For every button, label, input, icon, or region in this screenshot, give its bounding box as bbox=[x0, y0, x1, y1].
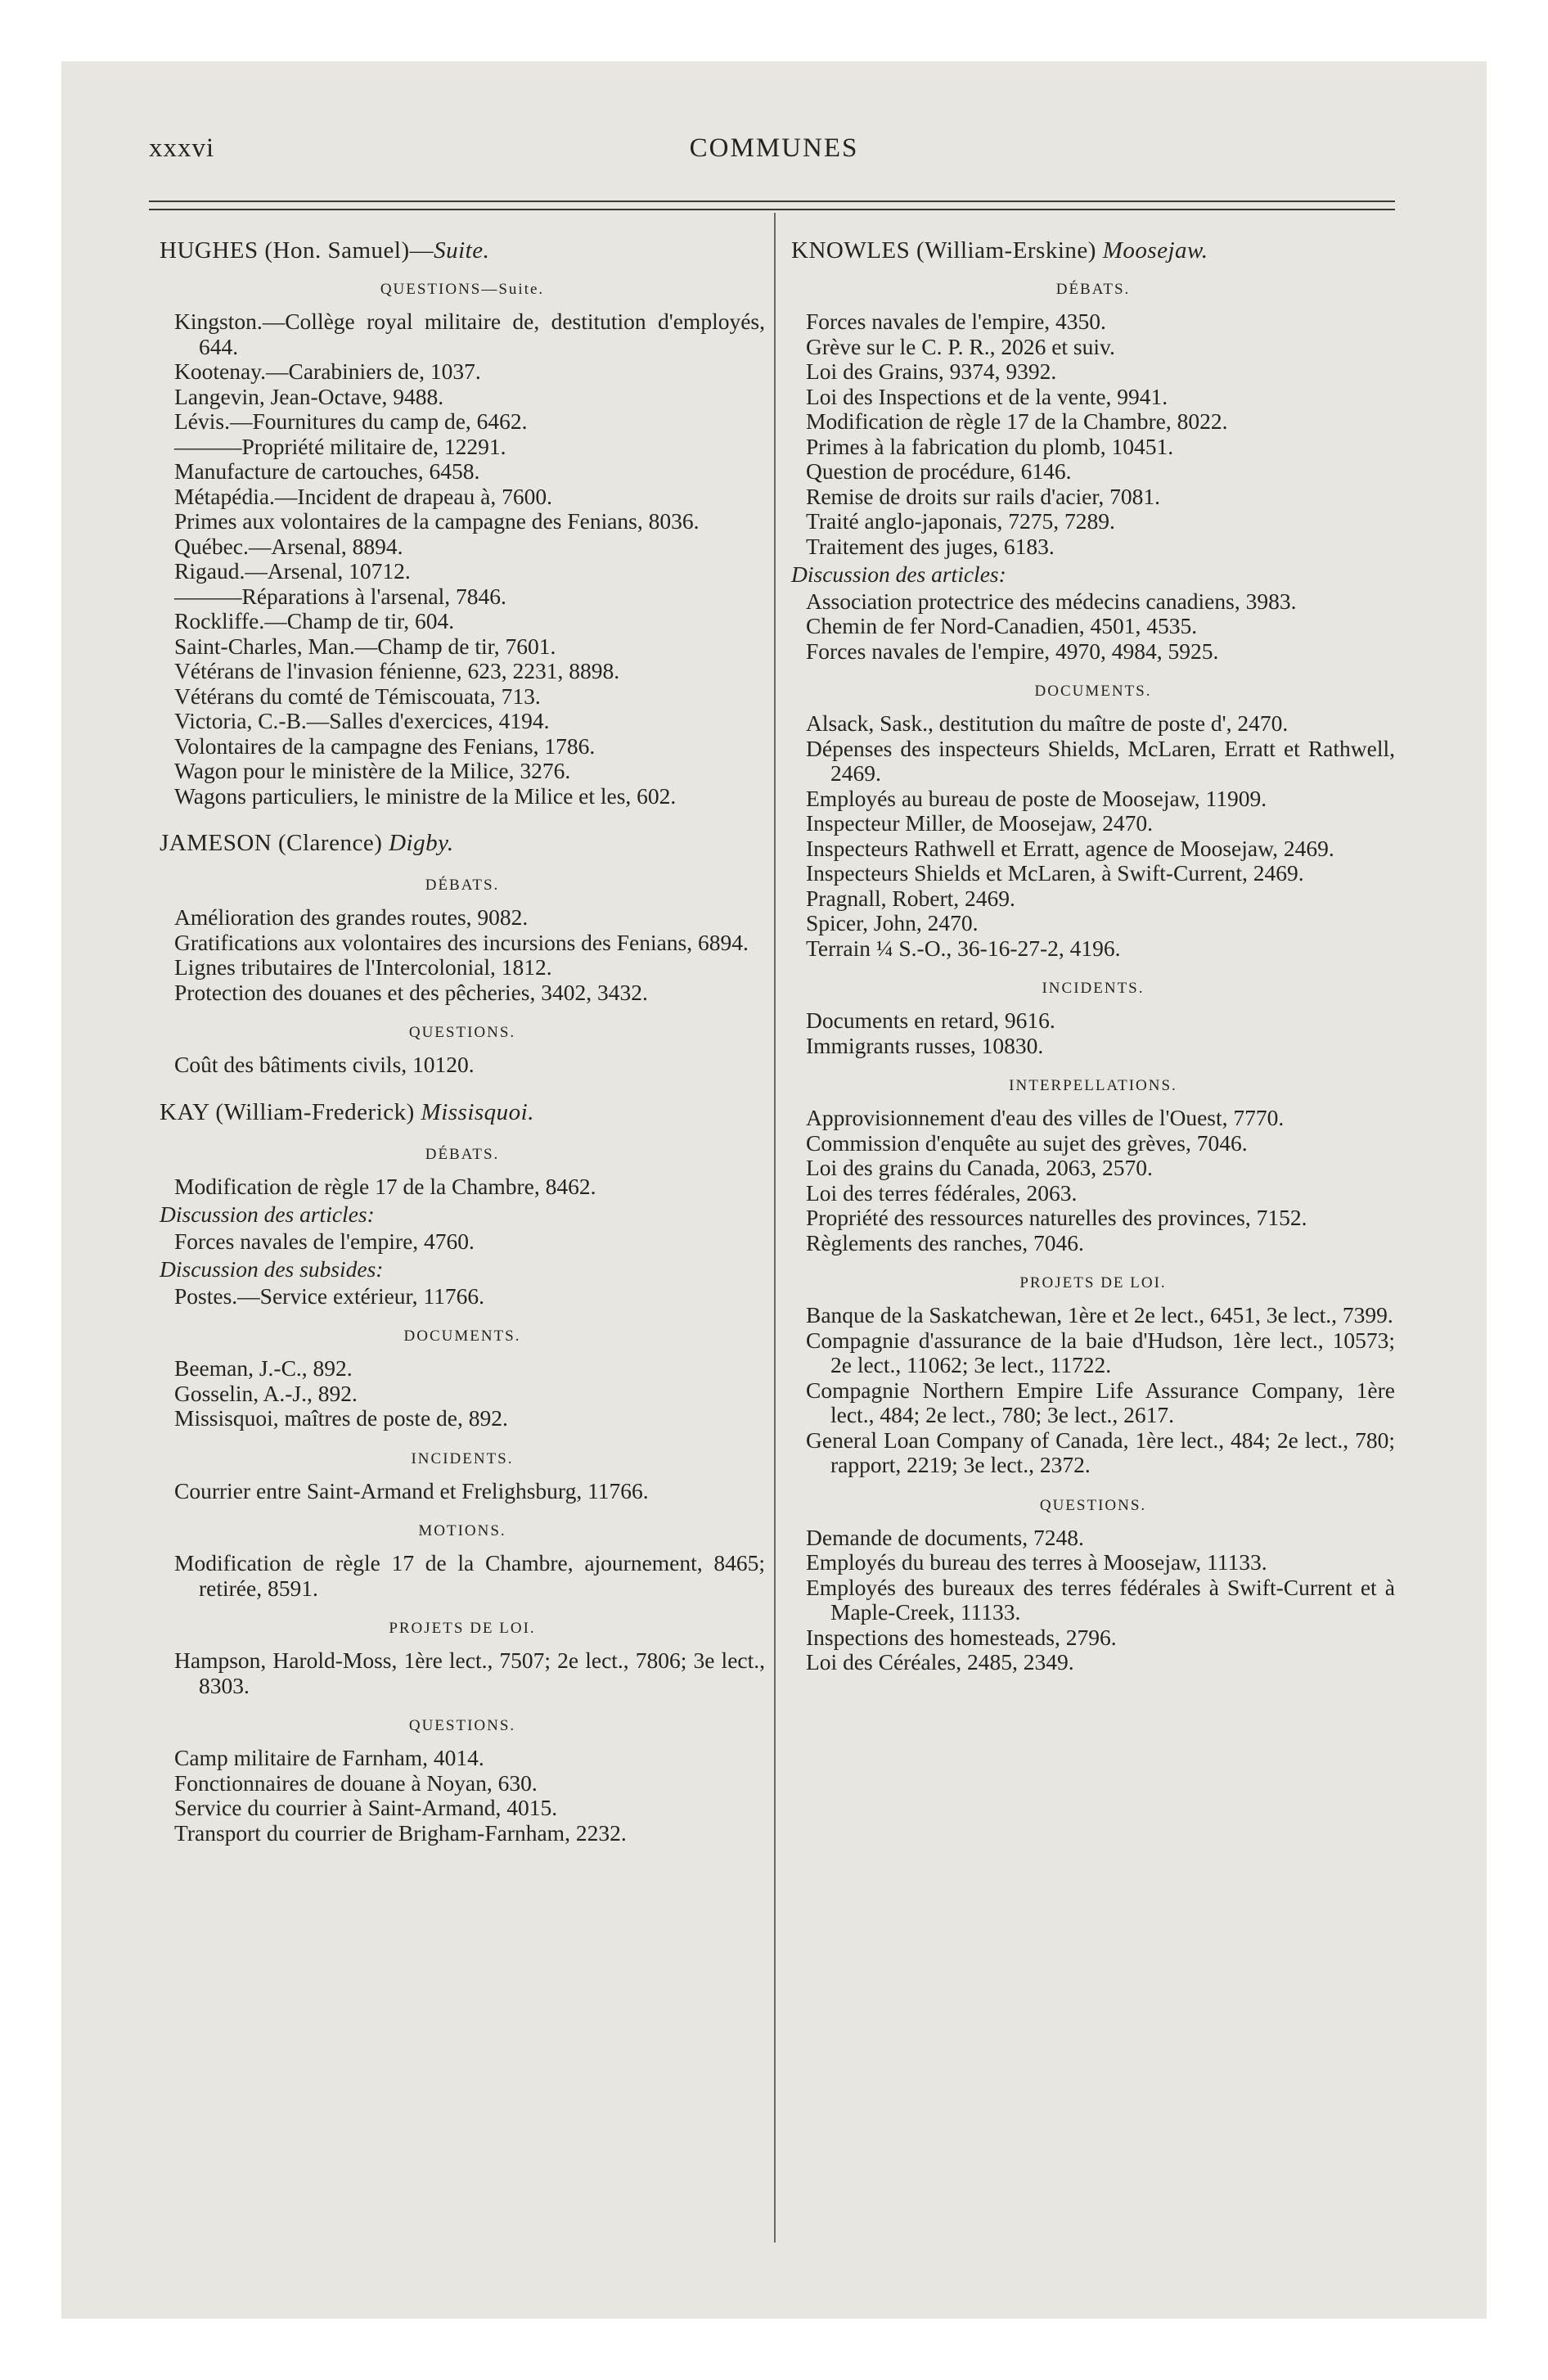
index-entry: Wagon pour le ministère de la Milice, 3276. bbox=[174, 758, 571, 783]
index-entry: Beeman, J.-C., 892. bbox=[174, 1355, 353, 1381]
section-label-questions: QUESTIONS. bbox=[1039, 1496, 1147, 1514]
index-entry: Service du courrier à Saint-Armand, 4015. bbox=[174, 1795, 558, 1820]
index-entry: Québec.—Arsenal, 8894. bbox=[174, 533, 403, 559]
entry-list bbox=[160, 1551, 765, 1601]
page-number: xxxvi bbox=[149, 133, 215, 163]
index-entry: Loi des Céréales, 2485, 2349. bbox=[806, 1649, 1074, 1675]
entry-list bbox=[160, 1174, 765, 1200]
index-entry: Langevin, Jean-Octave, 9488. bbox=[174, 383, 444, 409]
index-entry: Spicer, John, 2470. bbox=[806, 910, 979, 935]
index-entry: Pragnall, Robert, 2469. bbox=[806, 885, 1015, 911]
index-entry: Règlements des ranches, 7046. bbox=[806, 1229, 1084, 1255]
section-label-projets-de-loi: PROJETS DE LOI. bbox=[1019, 1274, 1167, 1291]
entry-list bbox=[791, 1106, 1395, 1255]
section-label-incidents: INCIDENTS. bbox=[1042, 980, 1145, 997]
entry-list bbox=[791, 711, 1395, 961]
index-entry: Loi des Grains, 9374, 9392. bbox=[806, 358, 1057, 384]
index-entry: Chemin de fer Nord-Canadien, 4501, 4535. bbox=[806, 613, 1198, 638]
member-riding: Moosejaw. bbox=[1102, 237, 1208, 264]
index-entry: Postes.—Service extérieur, 11766. bbox=[174, 1282, 484, 1309]
entry-list bbox=[160, 1229, 765, 1255]
section-label-interpellations: INTERPELLATIONS. bbox=[1009, 1077, 1177, 1094]
index-entry: Remise de droits sur rails d'acier, 7081. bbox=[806, 483, 1161, 509]
index-entry: Alsack, Sask., destitution du maître de poste d', 2470. bbox=[806, 710, 1289, 736]
index-entry: Inspecteurs Shields et McLaren, à Swift-Current, 2469. bbox=[806, 860, 1304, 886]
index-entry: Compagnie d'assurance de la baie d'Hudson, 1ère lect., 10573; 2e lect., 11062; 3e lect., 11722. bbox=[806, 1327, 1395, 1377]
header-rule-top bbox=[149, 201, 1395, 202]
index-entry: Banque de la Saskatchewan, 1ère et 2e lect., 6451, 3e lect., 7399. bbox=[806, 1302, 1393, 1327]
header-rule-bottom bbox=[149, 209, 1395, 210]
index-entry: Kootenay.—Carabiniers de, 1037. bbox=[174, 358, 481, 384]
page-header bbox=[61, 61, 1487, 209]
index-entry: Grève sur le C. P. R., 2026 et suiv. bbox=[806, 333, 1115, 359]
index-entry: Vétérans du comté de Témiscouata, 713. bbox=[174, 683, 541, 709]
member-name: HUGHES (Hon. Samuel)— bbox=[160, 237, 434, 264]
index-entry: Loi des terres fédérales, 2063. bbox=[806, 1179, 1078, 1206]
index-entry: Missisquoi, maîtres de poste de, 892. bbox=[174, 1405, 508, 1431]
entry-list bbox=[791, 589, 1395, 665]
subsection-label-discussion-subsides: Discussion des subsides: bbox=[160, 1256, 384, 1282]
index-entry: Dépenses des inspecteurs Shields, McLaren, Erratt et Rathwell, 2469. bbox=[806, 735, 1395, 786]
index-entry: General Loan Company of Canada, 1ère lect., 484; 2e lect., 780; rapport, 2219; 3e lect., 2372. bbox=[806, 1427, 1395, 1477]
section-label-debats: DÉBATS. bbox=[1055, 281, 1131, 298]
index-entry: Transport du courrier de Brigham-Farnham, 2232. bbox=[174, 1819, 627, 1846]
entry-list bbox=[160, 1479, 765, 1504]
section-label-questions: QUESTIONS. bbox=[408, 1717, 516, 1734]
index-entry: Forces navales de l'empire, 4970, 4984, 5925. bbox=[806, 638, 1219, 664]
subsection-label-discussion-articles: Discussion des articles: bbox=[160, 1201, 375, 1227]
index-entry: Inspecteur Miller, de Moosejaw, 2470. bbox=[806, 810, 1154, 836]
index-entry: Commission d'enquête au sujet des grèves, 7046. bbox=[806, 1129, 1248, 1156]
index-entry: Immigrants russes, 10830. bbox=[806, 1032, 1044, 1058]
left-column bbox=[160, 236, 765, 1846]
right-column bbox=[791, 236, 1395, 1675]
index-entry: Traitement des juges, 6183. bbox=[806, 533, 1055, 559]
entry-list bbox=[160, 1648, 765, 1698]
index-entry: Rigaud.—Arsenal, 10712. bbox=[174, 558, 411, 584]
member-riding: Digby. bbox=[389, 830, 454, 856]
index-entry: Association protectrice des médecins canadiens, 3983. bbox=[806, 588, 1297, 614]
index-entry: Modification de règle 17 de la Chambre, 8022. bbox=[806, 408, 1228, 434]
member-name: JAMESON (Clarence) bbox=[160, 830, 389, 856]
page-title: COMMUNES bbox=[689, 133, 859, 163]
member-heading-jameson bbox=[160, 828, 765, 858]
index-entry: Employés au bureau de poste de Moosejaw, 11909. bbox=[806, 785, 1267, 811]
entry-list bbox=[160, 1053, 765, 1078]
index-entry: Camp militaire de Farnham, 4014. bbox=[174, 1745, 484, 1770]
entry-list bbox=[160, 1356, 765, 1431]
index-entry: Gratifications aux volontaires des incursions des Fenians, 6894. bbox=[174, 929, 749, 955]
index-entry: Approvisionnement d'eau des villes de l'Ouest, 7770. bbox=[806, 1105, 1285, 1130]
index-entry: Saint-Charles, Man.—Champ de tir, 7601. bbox=[174, 633, 556, 659]
entry-list bbox=[160, 1746, 765, 1846]
index-entry: Forces navales de l'empire, 4760. bbox=[174, 1228, 475, 1254]
entry-list bbox=[791, 309, 1395, 559]
entry-list bbox=[791, 1008, 1395, 1058]
index-entry: Lévis.—Fournitures du camp de, 6462. bbox=[174, 408, 528, 434]
index-entry: ———Réparations à l'arsenal, 7846. bbox=[174, 583, 506, 609]
member-suffix: Suite. bbox=[434, 237, 490, 264]
index-entry: Employés des bureaux des terres fédérales à Swift-Current et à Maple-Creek, 11133. bbox=[806, 1574, 1395, 1625]
index-page bbox=[61, 61, 1487, 2319]
index-entry: Rockliffe.—Champ de tir, 604. bbox=[174, 608, 455, 633]
index-entry: Loi des grains du Canada, 2063, 2570. bbox=[806, 1155, 1153, 1180]
index-entry: Courrier entre Saint-Armand et Frelighsburg, 11766. bbox=[174, 1477, 649, 1503]
section-label-questions: QUESTIONS—Suite. bbox=[380, 281, 545, 298]
index-entry: Wagons particuliers, le ministre de la Milice et les, 602. bbox=[174, 782, 677, 809]
section-label-incidents: INCIDENTS. bbox=[411, 1449, 514, 1467]
member-heading-kay bbox=[160, 1098, 765, 1127]
section-label-projets-de-loi: PROJETS DE LOI. bbox=[389, 1620, 536, 1637]
entry-list bbox=[791, 1303, 1395, 1478]
index-entry: Kingston.—Collège royal militaire de, destitution d'employés, 644. bbox=[174, 309, 765, 359]
entry-list bbox=[160, 309, 765, 809]
index-entry: Forces navales de l'empire, 4350. bbox=[806, 309, 1106, 334]
index-entry: Traité anglo-japonais, 7275, 7289. bbox=[806, 508, 1115, 534]
section-label-motions: MOTIONS. bbox=[418, 1522, 506, 1539]
index-entry: Primes à la fabrication du plomb, 10451. bbox=[806, 433, 1174, 459]
index-entry: ———Propriété militaire de, 12291. bbox=[174, 433, 506, 459]
index-entry: Question de procédure, 6146. bbox=[806, 458, 1072, 484]
index-entry: Employés du bureau des terres à Moosejaw, 11133. bbox=[806, 1549, 1267, 1575]
index-entry: Inspecteurs Rathwell et Erratt, agence de Moosejaw, 2469. bbox=[806, 835, 1334, 861]
index-entry: Victoria, C.-B.—Salles d'exercices, 4194. bbox=[174, 708, 550, 733]
entry-list bbox=[791, 1526, 1395, 1675]
index-entry: Demande de documents, 7248. bbox=[806, 1524, 1084, 1550]
index-entry: Modification de règle 17 de la Chambre, 8462. bbox=[174, 1173, 596, 1199]
entry-list bbox=[160, 1284, 765, 1309]
index-entry: Gosselin, A.-J., 892. bbox=[174, 1380, 358, 1406]
index-entry: Modification de règle 17 de la Chambre, ajournement, 8465; retirée, 8591. bbox=[174, 1550, 765, 1601]
section-label-debats: DÉBATS. bbox=[425, 877, 500, 894]
member-heading-hughes bbox=[160, 236, 765, 265]
index-entry: Protection des douanes et des pêcheries, 3402, 3432. bbox=[174, 979, 648, 1005]
index-entry: Manufacture de cartouches, 6458. bbox=[174, 458, 480, 484]
section-label-questions: QUESTIONS. bbox=[408, 1024, 516, 1041]
section-label-debats: DÉBATS. bbox=[425, 1145, 500, 1163]
index-entry: Hampson, Harold-Moss, 1ère lect., 7507; 2e lect., 7806; 3e lect., 8303. bbox=[174, 1648, 765, 1698]
index-entry: Propriété des ressources naturelles des provinces, 7152. bbox=[806, 1205, 1307, 1230]
index-entry: Fonctionnaires de douane à Noyan, 630. bbox=[174, 1769, 538, 1796]
index-entry: Documents en retard, 9616. bbox=[806, 1007, 1055, 1033]
index-entry: Loi des Inspections et de la vente, 9941. bbox=[806, 383, 1168, 409]
subsection-label-discussion-articles: Discussion des articles: bbox=[791, 561, 1006, 587]
index-entry: Coût des bâtiments civils, 10120. bbox=[174, 1052, 475, 1077]
entry-list bbox=[160, 905, 765, 1005]
index-entry: Primes aux volontaires de la campagne des Fenians, 8036. bbox=[174, 508, 700, 534]
member-name: KAY (William-Frederick) bbox=[160, 1098, 421, 1125]
index-entry: Amélioration des grandes routes, 9082. bbox=[174, 904, 529, 930]
index-entry: Compagnie Northern Empire Life Assurance Company, 1ère lect., 484; 2e lect., 780; 3e lect., 2617. bbox=[806, 1377, 1395, 1427]
index-entry: Métapédia.—Incident de drapeau à, 7600. bbox=[174, 483, 552, 509]
index-entry: Inspections des homesteads, 2796. bbox=[806, 1624, 1117, 1650]
section-label-documents: DOCUMENTS. bbox=[403, 1327, 521, 1345]
index-entry: Volontaires de la campagne des Fenians, 1786. bbox=[174, 732, 596, 759]
member-name: KNOWLES (William-Erskine) bbox=[791, 237, 1103, 264]
index-entry: Lignes tributaires de l'Intercolonial, 1812. bbox=[174, 954, 552, 980]
section-label-documents: DOCUMENTS. bbox=[1034, 683, 1152, 700]
index-entry: Terrain ¼ S.-O., 36-16-27-2, 4196. bbox=[806, 935, 1121, 961]
member-heading-knowles bbox=[791, 236, 1395, 265]
index-entry: Vétérans de l'invasion fénienne, 623, 2231, 8898. bbox=[174, 658, 620, 683]
column-divider bbox=[774, 213, 776, 2243]
member-riding: Missisquoi. bbox=[421, 1098, 534, 1125]
